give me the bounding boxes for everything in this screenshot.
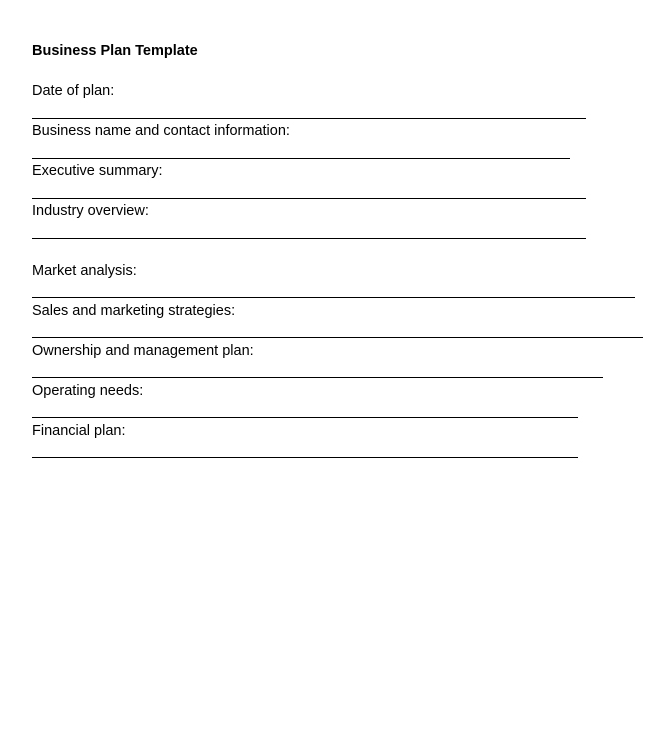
document-title: Business Plan Template <box>32 43 198 59</box>
fill-line-sales-marketing <box>32 337 643 338</box>
field-label-financial-plan: Financial plan: <box>32 423 126 439</box>
field-label-executive-summary: Executive summary: <box>32 163 163 179</box>
fill-line-ownership-management <box>32 377 603 378</box>
field-label-industry-overview: Industry overview: <box>32 203 149 219</box>
fill-line-business-name <box>32 158 570 159</box>
fill-line-industry-overview <box>32 238 586 239</box>
fill-line-market-analysis <box>32 297 635 298</box>
field-label-ownership-management: Ownership and management plan: <box>32 343 254 359</box>
field-label-business-name: Business name and contact information: <box>32 123 290 139</box>
fill-line-financial-plan <box>32 457 578 458</box>
fill-line-operating-needs <box>32 417 578 418</box>
field-label-sales-marketing: Sales and marketing strategies: <box>32 303 236 319</box>
fill-line-date-of-plan <box>32 118 586 119</box>
fill-line-executive-summary <box>32 198 586 199</box>
field-label-market-analysis: Market analysis: <box>32 263 137 279</box>
field-label-operating-needs: Operating needs: <box>32 383 144 399</box>
field-label-date-of-plan: Date of plan: <box>32 83 115 99</box>
